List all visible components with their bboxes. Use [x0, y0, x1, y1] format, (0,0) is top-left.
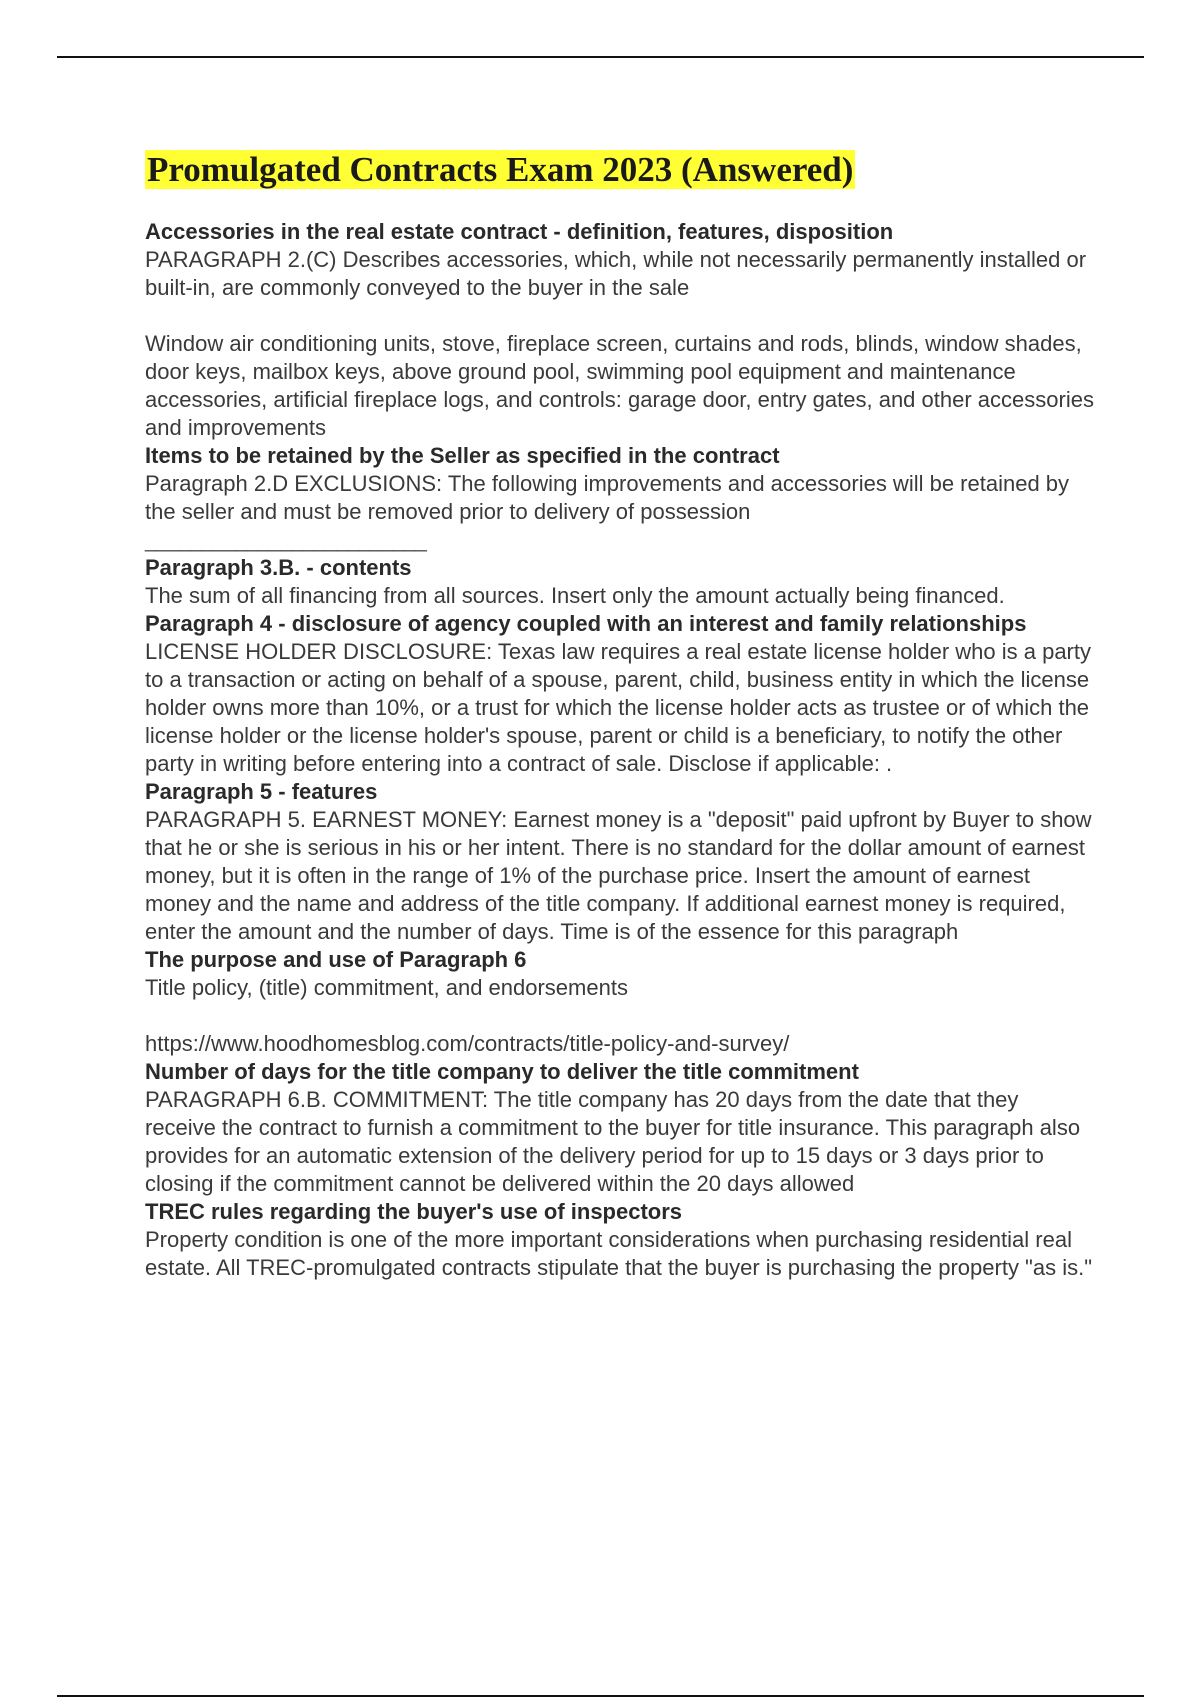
qa-entry-paragraph-5 — [145, 778, 1095, 946]
qa-entry-paragraph-4 — [145, 610, 1095, 778]
answer: PARAGRAPH 6.B. COMMITMENT: The title company has 20 days from the date that they receive the contract to furnish a commitment to the buyer for title insurance. This paragraph also provides for an automatic extension of the delivery period for up to 15 days or 3 days prior to closing if the commitment cannot be delivered within the 20 days allowed — [145, 1087, 1081, 1196]
qa-entry-paragraph-6 — [145, 946, 1095, 1058]
answer: The sum of all financing from all sources. Insert only the amount actually being financed. — [145, 583, 1005, 608]
paragraph-gap — [145, 302, 1095, 330]
qa-entry-paragraph-3b — [145, 554, 1095, 610]
document-title-highlight: Promulgated Contracts Exam 2023 (Answered) — [147, 150, 854, 189]
question: TREC rules regarding the buyer's use of inspectors — [145, 1199, 683, 1224]
question: Paragraph 4 - disclosure of agency coupled with an interest and family relationships — [145, 611, 1027, 636]
question: Paragraph 3.B. - contents — [145, 555, 412, 580]
paragraph-gap — [145, 1002, 1095, 1030]
answer: Paragraph 2.D EXCLUSIONS: The following improvements and accessories will be retained by the seller and must be removed prior to delivery of possession — [145, 471, 1070, 524]
answer: Title policy, (title) commitment, and endorsements — [145, 975, 628, 1000]
question: Items to be retained by the Seller as specified in the contract — [145, 443, 780, 468]
question: The purpose and use of Paragraph 6 — [145, 947, 527, 972]
qa-entry-inspectors — [145, 1198, 1095, 1282]
answer: PARAGRAPH 2.(C) Describes accessories, which, while not necessarily permanently installed or built-in, are commonly conveyed to the buyer in the sale — [145, 247, 1087, 300]
document-body — [145, 148, 1095, 1282]
qa-entry-exclusions — [145, 442, 1095, 554]
answer: Property condition is one of the more important considerations when purchasing residential real estate. All TREC-promulgated contracts stipulate that the buyer is purchasing the property "as is." — [145, 1227, 1093, 1280]
answer: Window air conditioning units, stove, fireplace screen, curtains and rods, blinds, window shades, door keys, mailbox keys, above ground pool, swimming pool equipment and maintenance accessories, artificial fireplace logs, and controls: garage door, entry gates, and other accessories and improvements — [145, 331, 1094, 440]
question: Accessories in the real estate contract - definition, features, disposition — [145, 219, 894, 244]
answer: PARAGRAPH 5. EARNEST MONEY: Earnest money is a "deposit" paid upfront by Buyer to show that he or she is serious in his or her intent. There is no standard for the dollar amount of earnest money, but it is often in the range of 1% of the purchase price. Insert the amount of earnest money and the name and address of the title company. If additional earnest money is required, enter the amount and the number of days. Time is of the essence for this paragraph — [145, 807, 1092, 944]
qa-entry-accessories — [145, 218, 1095, 442]
reference-url: https://www.hoodhomesblog.com/contracts/title-policy-and-survey/ — [145, 1031, 790, 1056]
qa-entry-title-commitment — [145, 1058, 1095, 1198]
question: Paragraph 5 - features — [145, 779, 378, 804]
header-rule — [57, 56, 1144, 58]
question: Number of days for the title company to deliver the title commitment — [145, 1059, 859, 1084]
document-title — [145, 148, 1095, 192]
footer-rule — [57, 1695, 1144, 1697]
fill-in-blank-line: _________________________ — [145, 527, 426, 552]
answer: LICENSE HOLDER DISCLOSURE: Texas law requires a real estate license holder who is a party to a transaction or acting on behalf of a spouse, parent, child, business entity in which the license holder owns more than 10%, or a trust for which the license holder acts as trustee or of which the license holder or the license holder's spouse, parent or child is a beneficiary, to notify the other party in writing before entering into a contract of sale. Disclose if applicable: . — [145, 639, 1091, 776]
